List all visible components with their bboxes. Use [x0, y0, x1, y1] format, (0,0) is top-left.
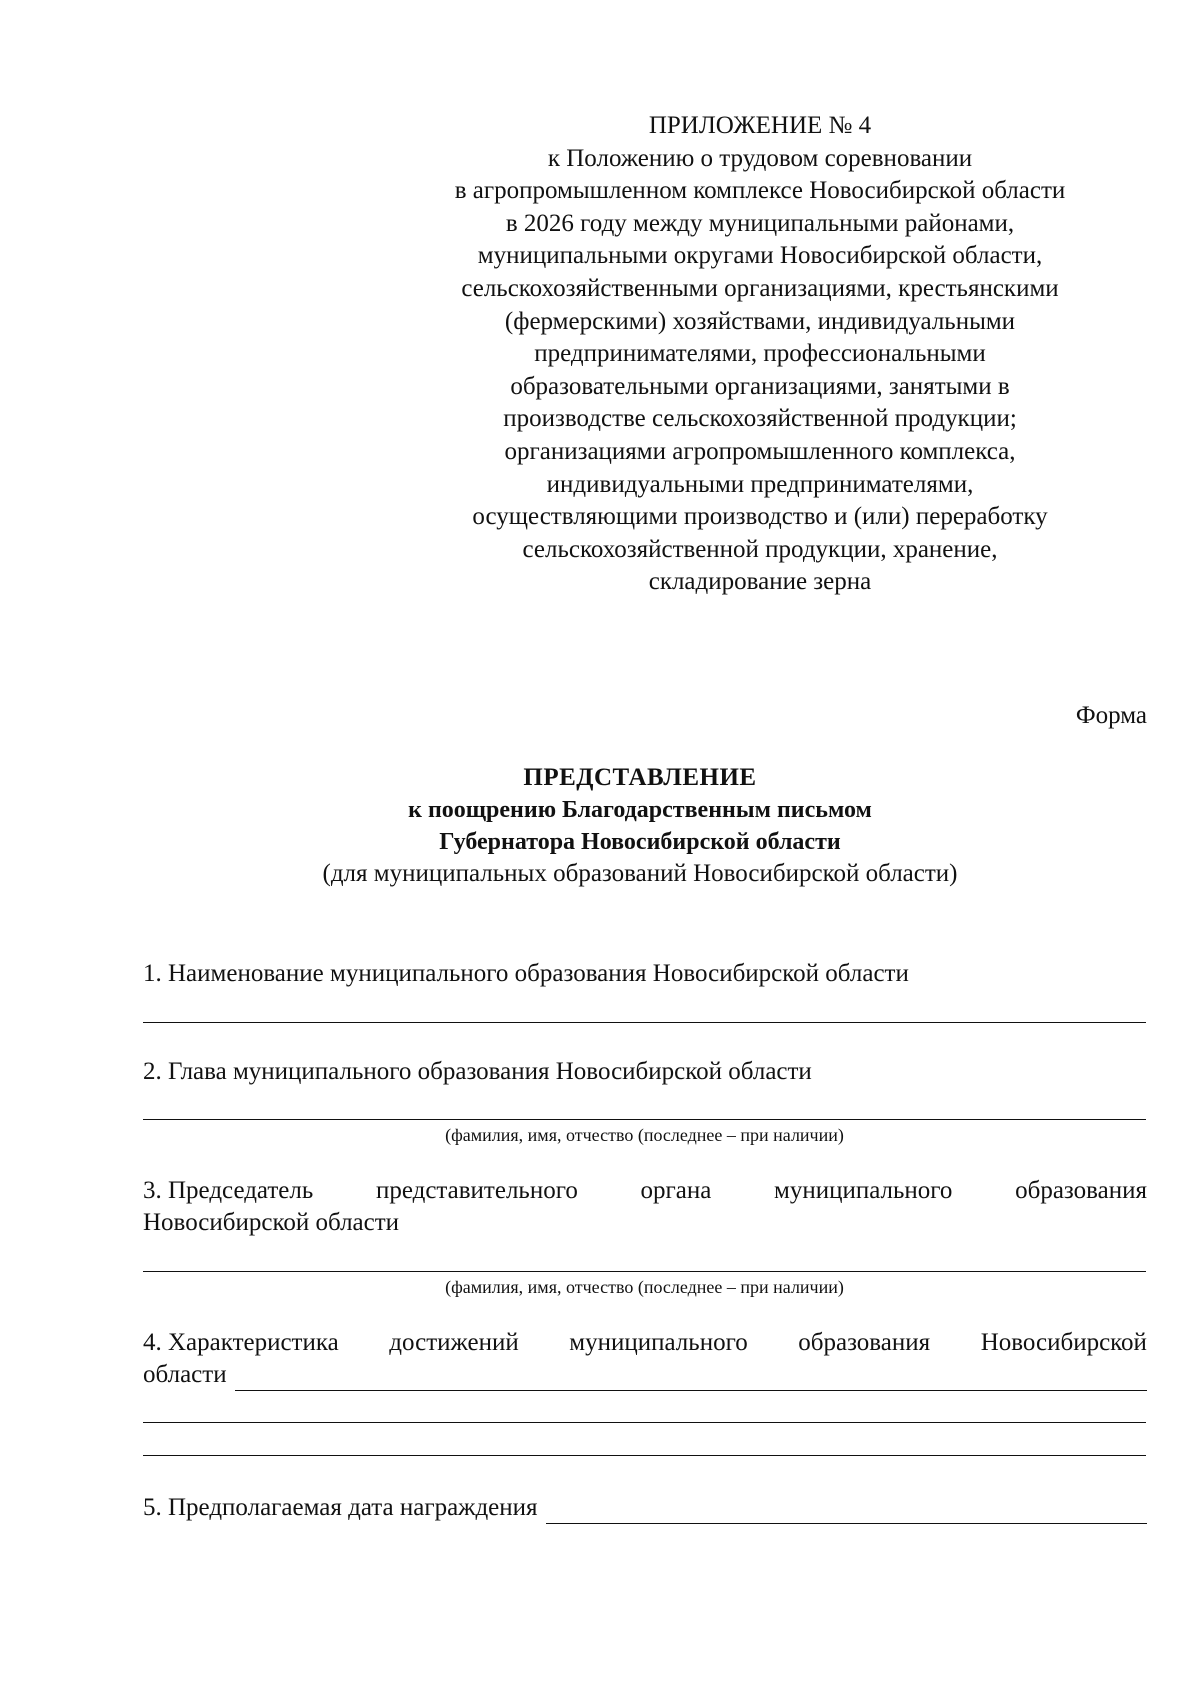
appendix-line: складирование зерна: [648, 568, 872, 596]
title-note: (для муниципальных образований Новосибирской области): [322, 860, 958, 887]
item-label: Новосибирской области: [143, 1209, 400, 1236]
appendix-line: к Положению о трудовом соревновании: [547, 144, 973, 172]
item-label-row: [143, 1492, 1147, 1524]
item-head-of-municipality: [143, 1056, 1147, 1088]
item-award-date: [143, 1492, 1147, 1524]
appendix-line: ПРИЛОЖЕНИЕ № 4: [648, 112, 872, 139]
appendix-line: в 2026 году между муниципальными районами,: [505, 209, 1015, 237]
item-label-row: [143, 1359, 1147, 1391]
document-title: [150, 762, 1130, 890]
item-word: 3. Председатель: [143, 1177, 314, 1204]
fill-line[interactable]: [143, 1422, 1146, 1423]
item-word: достижений: [389, 1329, 519, 1356]
fill-line[interactable]: [143, 1271, 1146, 1272]
item-word: образования: [1015, 1177, 1147, 1204]
item-municipality-name: [143, 958, 1147, 990]
fill-line[interactable]: [235, 1366, 1147, 1391]
appendix-line: образовательными организациями, занятыми в: [510, 372, 1010, 400]
item-label: 2. Глава муниципального образования Новосибирской области: [143, 1058, 812, 1085]
item-label-row: [143, 1327, 1147, 1359]
field-caption: (фамилия, имя, отчество (последнее – при наличии): [445, 1277, 844, 1297]
appendix-line: осуществляющими производство и (или) переработку: [472, 503, 1048, 531]
item-word: образования: [798, 1329, 931, 1356]
fill-line[interactable]: [143, 1022, 1146, 1023]
item-word: представительного: [375, 1177, 578, 1204]
appendix-line: индивидуальными предпринимателями,: [546, 470, 974, 498]
appendix-line: в агропромышленном комплексе Новосибирской области: [454, 177, 1066, 205]
item-word: 4. Характеристика: [143, 1329, 339, 1356]
appendix-line: организациями агропромышленного комплекса,: [504, 437, 1016, 465]
item-label: 5. Предполагаемая дата награждения: [143, 1494, 538, 1521]
item-word: муниципального: [774, 1177, 953, 1204]
fill-line[interactable]: [546, 1499, 1147, 1524]
item-label: 1. Наименование муниципального образования Новосибирской области: [143, 960, 909, 987]
item-label: области: [143, 1361, 227, 1388]
appendix-line: (фермерскими) хозяйствами, индивидуальными: [504, 307, 1016, 335]
appendix-header: [420, 110, 1100, 599]
item-achievements: [143, 1327, 1147, 1391]
field-caption: (фамилия, имя, отчество (последнее – при наличии): [445, 1125, 844, 1145]
title-main: ПРЕДСТАВЛЕНИЕ: [523, 764, 757, 791]
appendix-line: сельскохозяйственной продукции, хранение,: [522, 535, 998, 563]
item-chairman: [143, 1175, 1147, 1239]
appendix-line: сельскохозяйственными организациями, крестьянскими: [461, 274, 1059, 302]
appendix-line: муниципальными округами Новосибирской области,: [477, 242, 1043, 270]
form-label: Форма: [1075, 702, 1147, 729]
appendix-line: производстве сельскохозяйственной продукции;: [503, 405, 1017, 433]
item-word: органа: [640, 1177, 712, 1204]
item-word: Новосибирской: [980, 1329, 1147, 1356]
title-subtitle: к поощрению Благодарственным письмом: [408, 797, 872, 823]
fill-line[interactable]: [143, 1119, 1146, 1120]
appendix-line: предпринимателями, профессиональными: [534, 340, 986, 368]
item-label-row: [143, 1175, 1147, 1207]
fill-line[interactable]: [143, 1455, 1146, 1456]
item-word: муниципального: [569, 1329, 748, 1356]
title-subtitle: Губернатора Новосибирской области: [439, 829, 841, 855]
